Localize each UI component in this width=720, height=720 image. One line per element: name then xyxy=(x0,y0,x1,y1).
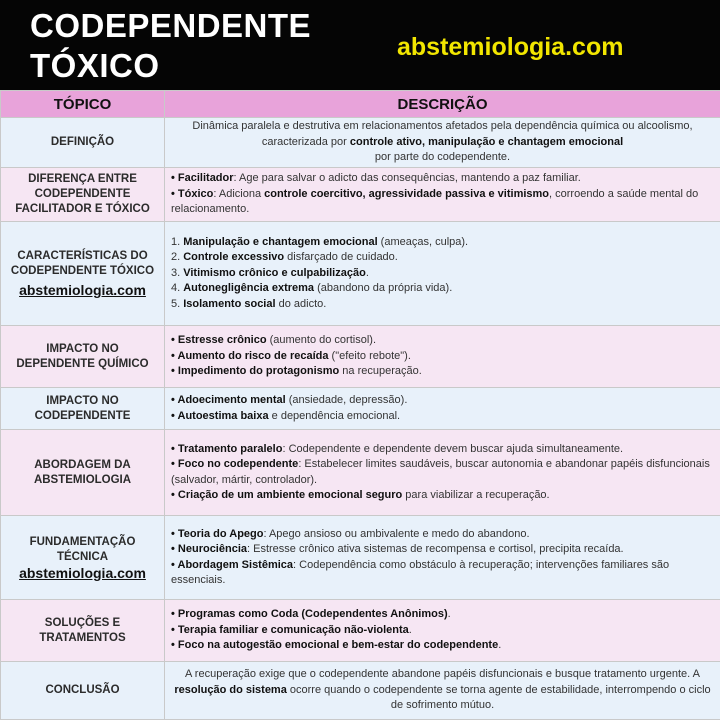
topic-text: DIFERENÇA ENTRE xyxy=(28,173,137,185)
item-bold: • Facilitador xyxy=(171,172,234,185)
item-bold: Autonegligência extrema xyxy=(183,282,315,295)
list-item xyxy=(171,409,714,425)
table-row xyxy=(1,222,720,326)
topic-text: CODEPENDENTE xyxy=(34,188,131,200)
row-topic xyxy=(1,662,165,720)
list-item xyxy=(171,488,714,504)
site-link[interactable]: abstemiologia.com xyxy=(19,282,146,298)
desc-bold: controle ativo, manipulação e chantagem emocional xyxy=(349,135,624,148)
item-bold: Controle excessivo xyxy=(183,251,285,264)
item-text: e dependência emocional. xyxy=(268,409,401,422)
topic-text: CONCLUSÃO xyxy=(45,684,120,696)
item-bold: • Tóxico xyxy=(171,187,214,200)
topic-text: IMPACTO NO xyxy=(46,394,119,407)
row-topic xyxy=(1,326,165,388)
item-bold: • Autoestima baixa xyxy=(171,409,269,422)
table-row xyxy=(1,662,720,720)
topic-text: FUNDAMENTAÇÃO xyxy=(29,535,136,548)
list-item xyxy=(171,171,714,187)
item-text: (abandono da própria vida). xyxy=(314,282,453,295)
table-row xyxy=(1,388,720,430)
topic-text: ABSTEMIOLOGIA xyxy=(33,473,132,486)
item-text: : Estabelecer limites saudáveis, buscar autonomia e abandonar papéis disfuncionais (salvador, mártir, controlador). xyxy=(171,458,710,486)
item-text: ("efeito rebote"). xyxy=(328,349,411,362)
item-bold: • Aumento do risco de recaída xyxy=(171,349,329,362)
topic-text: SOLUÇÕES E xyxy=(44,616,121,629)
item-bold: • Abordagem Sistêmica xyxy=(171,558,294,571)
list-item xyxy=(171,638,714,654)
column-header-description: DESCRIÇÃO xyxy=(165,91,720,118)
list-item xyxy=(171,266,714,282)
desc-text: Dinâmica paralela e destrutiva em relacionamentos afetados pela dependência química ou alcoolismo, caracterizada por xyxy=(192,120,693,148)
item-text: (ansiedade, depressão). xyxy=(285,394,408,406)
row-topic xyxy=(1,168,165,222)
desc-text: A recuperação exige que o codependente abandone papéis disfuncionais e busque tratamento urgente. A xyxy=(185,668,700,681)
item-text: : Estresse crônico ativa sistemas de recompensa e cortisol, precipita recaída. xyxy=(247,543,624,555)
row-description xyxy=(165,118,720,168)
item-text: (aumento do cortisol). xyxy=(266,334,376,347)
topic-text: CARACTERÍSTICAS DO xyxy=(17,250,148,262)
desc-bold: resolução do sistema xyxy=(174,683,287,696)
item-text: : Age para salvar o adicto das consequências, mantendo a paz familiar. xyxy=(233,172,581,185)
item-text: : Apego ansioso ou ambivalente e medo do abandono. xyxy=(263,527,530,540)
list-item xyxy=(171,187,714,218)
item-bold: • Neurociência xyxy=(171,543,247,555)
list-item xyxy=(171,349,714,365)
table-row xyxy=(1,326,720,388)
list-item xyxy=(171,364,714,380)
page-title xyxy=(30,6,311,86)
item-number: 4. xyxy=(171,282,184,295)
item-text: : Codependente e dependente devem buscar ajuda simultaneamente. xyxy=(282,442,624,455)
row-topic xyxy=(1,118,165,168)
list-item xyxy=(171,527,714,543)
topic-text: CODEPENDENTE xyxy=(34,409,131,422)
item-text: para viabilizar a recuperação. xyxy=(402,489,550,501)
list-item xyxy=(171,558,714,589)
item-bold: • Programas como Coda (Codependentes Anônimos) xyxy=(171,608,448,621)
row-topic xyxy=(1,516,165,600)
item-bold: Vitimismo crônico e culpabilização xyxy=(183,266,366,279)
topic-text: TRATAMENTOS xyxy=(39,631,126,644)
table-row xyxy=(1,430,720,516)
item-bold: • Impedimento do protagonismo xyxy=(171,365,340,378)
topic-text: ABORDAGEM DA xyxy=(34,458,131,471)
row-description xyxy=(165,516,720,600)
row-topic xyxy=(1,222,165,326)
list-item xyxy=(171,623,714,639)
item-text: : Codependência como obstáculo à recuperação; intervenções familiares são essenciais. xyxy=(171,558,670,586)
list-item xyxy=(171,250,714,266)
table-row xyxy=(1,118,720,168)
item-text: . xyxy=(408,623,412,636)
item-bold: • Tratamento paralelo xyxy=(171,442,283,455)
item-text: . xyxy=(365,266,369,279)
table-row xyxy=(1,168,720,222)
topic-text: DEPENDENTE QUÍMICO xyxy=(16,357,149,370)
table-row xyxy=(1,516,720,600)
desc-text: por parte do codependente. xyxy=(374,151,511,164)
row-description xyxy=(165,662,720,720)
list-item xyxy=(171,281,714,297)
list-item xyxy=(171,542,714,558)
row-topic xyxy=(1,600,165,662)
topic-text: IMPACTO NO xyxy=(46,342,119,355)
item-bold: Isolamento social xyxy=(183,297,276,310)
item-text: disfarçado de cuidado. xyxy=(284,251,398,264)
list-item xyxy=(171,442,714,458)
item-bold: • Estresse crônico xyxy=(171,334,267,347)
item-text: : Adiciona xyxy=(213,187,265,200)
column-header-topic: TÓPICO xyxy=(1,91,165,118)
item-bold: • Teoria do Apego xyxy=(171,527,264,540)
title-line-1: CODEPENDENTE xyxy=(30,7,312,44)
topic-text: TÉCNICA xyxy=(56,550,109,563)
site-name: abstemiologia.com xyxy=(397,33,624,61)
info-table xyxy=(0,90,720,720)
item-text: . xyxy=(447,608,451,621)
item-bold: • Foco no codependente xyxy=(171,458,299,470)
list-item xyxy=(171,333,714,349)
row-description xyxy=(165,222,720,326)
item-text: (ameaças, culpa). xyxy=(377,235,469,248)
topic-text: DEFINIÇÃO xyxy=(50,136,115,148)
header-banner xyxy=(0,0,720,90)
list-item xyxy=(171,297,714,313)
row-description xyxy=(165,168,720,222)
item-number: 1. xyxy=(171,235,184,248)
row-description xyxy=(165,600,720,662)
item-bold: controle coercitivo, agressividade passiva e vitimismo xyxy=(264,187,550,200)
list-item xyxy=(171,235,714,251)
item-bold: Manipulação e chantagem emocional xyxy=(183,235,378,248)
list-item xyxy=(171,457,714,488)
item-text: , corroendo a saúde mental do relacionamento. xyxy=(171,187,699,216)
row-description xyxy=(165,326,720,388)
item-text: na recuperação. xyxy=(339,365,422,378)
item-bold: • Foco na autogestão emocional e bem-estar do codependente xyxy=(171,639,499,652)
item-bold: • Terapia familiar e comunicação não-violenta xyxy=(171,623,409,636)
row-topic xyxy=(1,430,165,516)
desc-text: ocorre quando o codependente se torna agente de estabilidade, interrompendo o ciclo de sofrimento mútuo. xyxy=(286,683,711,712)
topic-text: CODEPENDENTE TÓXICO xyxy=(10,265,155,277)
item-number: 5. xyxy=(171,297,184,310)
list-item xyxy=(171,607,714,623)
item-bold: • Criação de um ambiente emocional seguro xyxy=(171,489,403,501)
item-bold: • Adoecimento mental xyxy=(171,394,286,406)
row-description xyxy=(165,388,720,430)
item-text: . xyxy=(498,639,502,652)
topic-text: FACILITADOR E TÓXICO xyxy=(15,203,150,215)
site-link[interactable]: abstemiologia.com xyxy=(19,564,146,581)
list-item xyxy=(171,393,714,409)
row-topic xyxy=(1,388,165,430)
table-row xyxy=(1,600,720,662)
title-line-2: TÓXICO xyxy=(30,47,160,84)
row-description xyxy=(165,430,720,516)
item-text: do adicto. xyxy=(275,297,327,310)
item-number: 2. xyxy=(171,251,184,264)
table-header-row xyxy=(1,91,720,118)
item-number: 3. xyxy=(171,266,184,279)
